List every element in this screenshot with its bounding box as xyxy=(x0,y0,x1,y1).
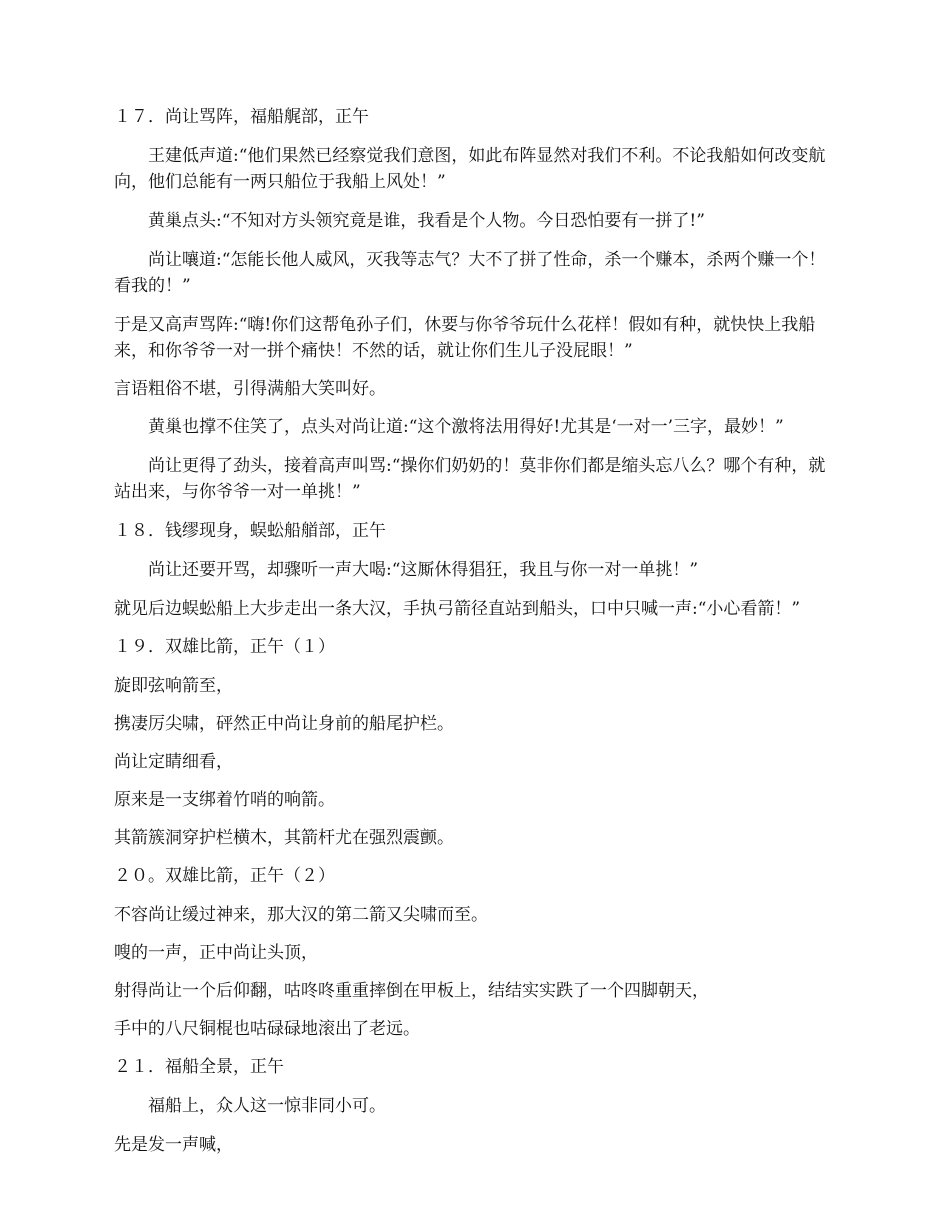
section-heading-17: １７．尚让骂阵，福船艉部，正午 xyxy=(114,107,369,127)
paragraph: 旋即弦响箭至， xyxy=(114,676,233,696)
paragraph: 尚让定睛细看， xyxy=(114,752,233,772)
paragraph: 手中的八尺铜棍也咕碌碌地滚出了老远。 xyxy=(114,1019,420,1039)
paragraph: 尚让嚷道:“怎能长他人威风，灭我等志气？大不了拼了性命，杀一个赚本，杀两个赚一个！看我的！” xyxy=(114,250,826,296)
paragraph: 言语粗俗不堪，引得满船大笑叫好。 xyxy=(114,379,386,399)
paragraph: 嗖的一声，正中尚让头顶， xyxy=(114,943,318,963)
paragraph: 黄巢也撑不住笑了，点头对尚让道:“这个激将法用得好!尤其是‘一对一’三字，最妙！” xyxy=(148,417,784,437)
paragraph: 就见后边蜈蚣船上大步走出一条大汉，手执弓箭径直站到船头，口中只喊一声:“小心看箭！” xyxy=(114,599,801,619)
section-heading-21: ２１．福船全景，正午 xyxy=(114,1057,284,1077)
paragraph: 王建低声道:“他们果然已经察觉我们意图，如此布阵显然对我们不利。不论我船如何改变航向，他们总能有一两只船位于我船上风处！” xyxy=(114,146,826,192)
paragraph: 携凄厉尖啸，砰然正中尚让身前的船尾护栏。 xyxy=(114,714,454,734)
paragraph: 尚让更得了劲头，接着高声叫骂:“操你们奶奶的！莫非你们都是缩头忘八么？哪个有种，就站出来，与你爷爷一对一单挑！” xyxy=(114,456,826,502)
paragraph: 先是发一声喊， xyxy=(114,1135,233,1155)
paragraph: 尚让还要开骂，却骤听一声大喝:“这厮休得猖狂，我且与你一对一单挑！” xyxy=(148,560,699,580)
section-heading-18: １８．钱缪现身，蜈蚣船艏部，正午 xyxy=(114,521,386,541)
paragraph: 于是又高声骂阵:“嗨!你们这帮龟孙子们，休要与你爷爷玩什么花样！假如有种，就快快上我船来，和你爷爷一对一拼个痛快！不然的话，就让你们生儿子没屁眼！” xyxy=(114,315,816,361)
paragraph: 不容尚让缓过神来，那大汉的第二箭又尖啸而至。 xyxy=(114,905,488,925)
paragraph: 其箭簇洞穿护栏横木，其箭杆尤在强烈震颤。 xyxy=(114,828,454,848)
paragraph: 原来是一支绑着竹哨的响箭。 xyxy=(114,790,335,810)
section-heading-19: １９．双雄比箭，正午（１） xyxy=(114,637,335,657)
paragraph: 黄巢点头:“不知对方头领究竟是谁，我看是个人物。今日恐怕要有一拼了!” xyxy=(148,211,705,231)
paragraph: 福船上，众人这一惊非同小可。 xyxy=(148,1096,386,1116)
document-body xyxy=(114,104,842,1170)
section-heading-20: ２０。双雄比箭，正午（２） xyxy=(114,866,335,886)
paragraph: 射得尚让一个后仰翻，咕咚咚重重摔倒在甲板上，结结实实跌了一个四脚朝天， xyxy=(114,981,709,1001)
